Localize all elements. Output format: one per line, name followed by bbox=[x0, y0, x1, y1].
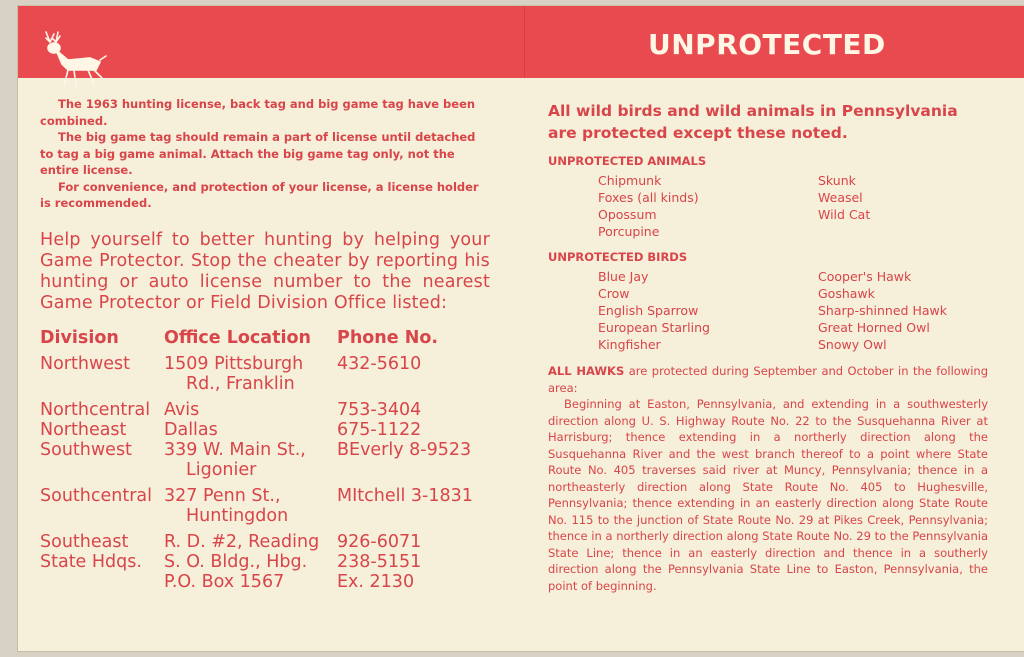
division-cell: Southcentral bbox=[40, 485, 152, 506]
location-line: 1509 Pittsburgh bbox=[164, 353, 304, 374]
phone-line: Ex. 2130 bbox=[337, 571, 415, 592]
hawks-area-description: Beginning at Easton, Pennsylvania, and extending in a southwesterly direction along U. S. Highway Route No. 22 to the Susquehanna River at Harrisburg; thence extending in a northerly direction along the Susquehanna River and the west branch thereof to a point where State Route No. 405 traverses said river at Muncy, Pennsylvania; thence in a northeasterly direction along State Route No. 405 to Hughesville, Pennsylvania; thence extending in an easterly direction along State Route No. 115 to the junction of State Route No. 29 at Pikes Creek, Pennsylvania; thence in a northerly direction along State Route No. 29 to the Pennsylvania State Line; thence in an easterly direction and thence in a southerly direction along the Pennsylvania State Line to Easton, Pennsylvania, the point of beginning. bbox=[548, 397, 988, 593]
bird-col-1 bbox=[598, 268, 808, 353]
bird-col-2 bbox=[818, 268, 1018, 353]
table-row bbox=[40, 440, 487, 486]
division-cell: Northeast bbox=[40, 419, 127, 440]
location-cell: Dallas bbox=[164, 419, 218, 440]
animal-col-2 bbox=[818, 172, 1018, 240]
phone-cell: 926-6071 bbox=[337, 531, 422, 552]
list-item: European Starling bbox=[598, 320, 710, 335]
left-panel bbox=[40, 96, 490, 592]
table-row bbox=[40, 486, 487, 532]
notice-paragraph: For convenience, and protection of your license, a license holder is recommended. bbox=[40, 179, 479, 210]
location-cell: R. D. #2, Reading bbox=[164, 531, 320, 552]
division-cell: Northwest bbox=[40, 353, 131, 374]
phone-cell bbox=[337, 552, 487, 592]
notice-paragraph: The 1963 hunting license, back tag and big game tag have been combined. bbox=[40, 97, 476, 128]
phone-line: 238-5151 bbox=[337, 551, 422, 572]
hawks-section bbox=[548, 363, 988, 594]
location-line: S. O. Bldg., Hbg. bbox=[164, 551, 308, 572]
list-item: Great Horned Owl bbox=[818, 320, 930, 335]
table-row bbox=[40, 400, 487, 420]
list-item: Crow bbox=[598, 286, 630, 301]
location-cell bbox=[164, 486, 337, 532]
animals-list bbox=[598, 172, 988, 240]
list-item: Sharp-shinned Hawk bbox=[818, 303, 947, 318]
location-line: P.O. Box 1567 bbox=[164, 571, 285, 592]
deer-icon bbox=[38, 30, 110, 90]
location-cell: Avis bbox=[164, 399, 200, 420]
table-row bbox=[40, 354, 487, 400]
list-item: Chipmunk bbox=[598, 173, 662, 188]
location-line: Huntingdon bbox=[186, 505, 289, 526]
location-line: 339 W. Main St., bbox=[164, 439, 306, 460]
header-division: Division bbox=[40, 327, 119, 348]
header-location: Office Location bbox=[164, 327, 311, 348]
division-cell: Southeast bbox=[40, 531, 129, 552]
list-item: Snowy Owl bbox=[818, 337, 887, 352]
banner-title: UNPROTECTED bbox=[648, 28, 886, 61]
hawks-rest: are protected during September and October in the following area: bbox=[548, 364, 988, 395]
location-cell bbox=[164, 440, 337, 486]
list-item: Weasel bbox=[818, 190, 863, 205]
list-item: English Sparrow bbox=[598, 303, 699, 318]
location-line: 327 Penn St., bbox=[164, 485, 281, 506]
table-header-row bbox=[40, 328, 487, 354]
fold-line bbox=[524, 6, 525, 78]
table-row bbox=[40, 552, 487, 592]
banner bbox=[18, 6, 1024, 78]
header-phone: Phone No. bbox=[337, 327, 439, 348]
table-row bbox=[40, 420, 487, 440]
phone-cell: MItchell 3-1831 bbox=[337, 485, 473, 506]
list-item: Kingfisher bbox=[598, 337, 661, 352]
hawks-lead: ALL HAWKS bbox=[548, 364, 625, 378]
phone-cell: 753-3404 bbox=[337, 399, 422, 420]
list-item: Porcupine bbox=[598, 224, 660, 239]
list-item: Cooper's Hawk bbox=[818, 269, 912, 284]
help-text: Help yourself to better hunting by helping your Game Protector. Stop the cheater by reporting his hunting or auto license number to the nearest Game Protector or Field Division Office listed: bbox=[40, 229, 490, 313]
intro-text: All wild birds and wild animals in Pennsylvania are protected except these noted. bbox=[548, 102, 958, 142]
location-line: Rd., Franklin bbox=[186, 373, 295, 394]
hawks-intro bbox=[548, 363, 988, 396]
license-notice bbox=[40, 96, 490, 212]
location-cell bbox=[164, 552, 337, 592]
office-table bbox=[40, 328, 487, 592]
birds-list bbox=[598, 268, 988, 353]
notice-paragraph: The big game tag should remain a part of license until detached to tag a big game animal. Attach the big game tag only, not the entire license. bbox=[40, 130, 476, 177]
table-row bbox=[40, 532, 487, 552]
location-cell bbox=[164, 354, 337, 400]
phone-cell: 675-1122 bbox=[337, 419, 422, 440]
list-item: Foxes (all kinds) bbox=[598, 190, 699, 205]
animals-heading: UNPROTECTED ANIMALS bbox=[548, 154, 707, 168]
list-item: Opossum bbox=[598, 207, 657, 222]
division-cell: Southwest bbox=[40, 439, 132, 460]
division-cell: Northcentral bbox=[40, 399, 151, 420]
list-item: Goshawk bbox=[818, 286, 875, 301]
animal-col-1 bbox=[598, 172, 808, 240]
right-panel bbox=[548, 100, 988, 594]
birds-heading: UNPROTECTED BIRDS bbox=[548, 250, 688, 264]
division-cell: State Hdqs. bbox=[40, 551, 142, 572]
list-item: Skunk bbox=[818, 173, 856, 188]
location-line: Ligonier bbox=[186, 459, 257, 480]
phone-cell: BEverly 8-9523 bbox=[337, 439, 472, 460]
list-item: Blue Jay bbox=[598, 269, 649, 284]
license-card bbox=[18, 6, 1024, 651]
list-item: Wild Cat bbox=[818, 207, 871, 222]
phone-cell: 432-5610 bbox=[337, 353, 422, 374]
